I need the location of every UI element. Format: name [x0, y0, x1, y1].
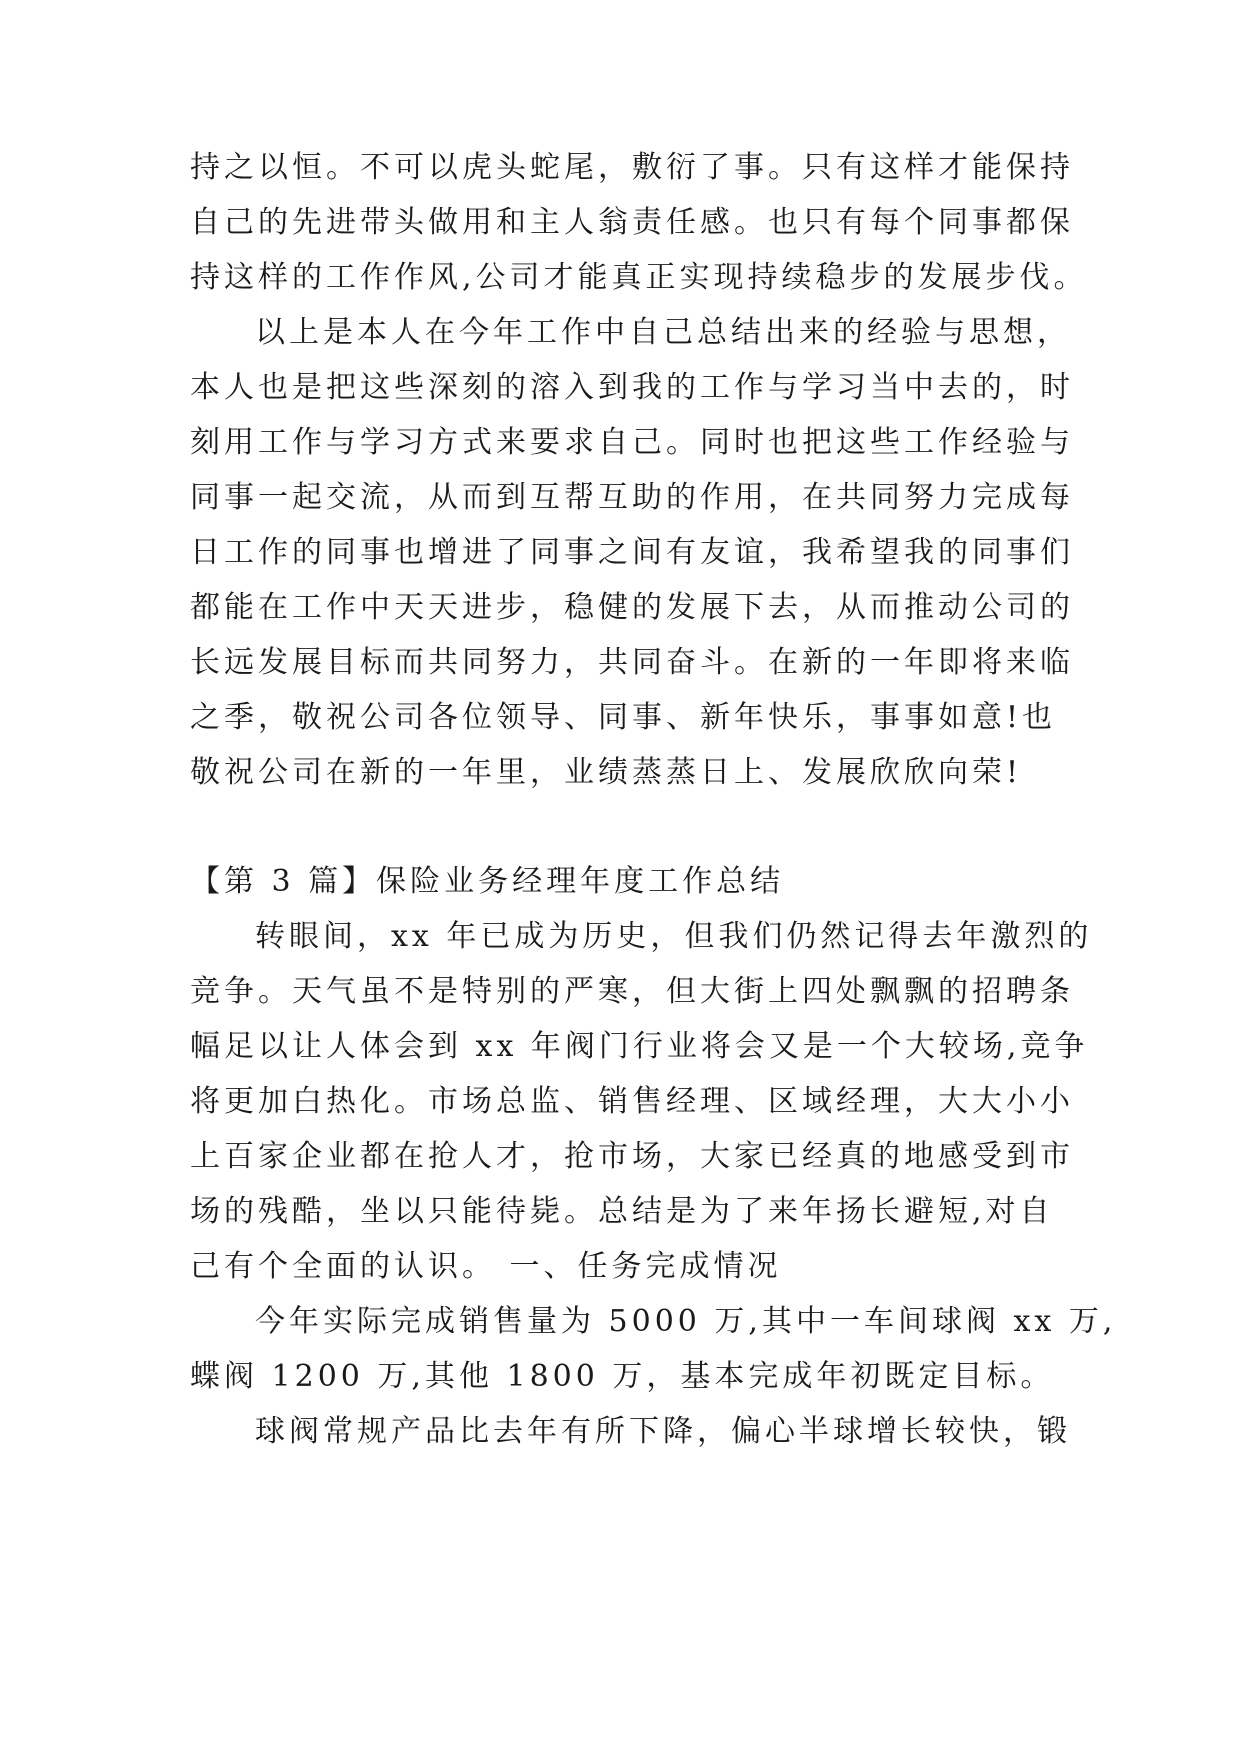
text-line: 本人也是把这些深刻的溶入到我的工作与学习当中去的，时 — [190, 370, 1074, 405]
text-line: 自己的先进带头做用和主人翁责任感。也只有每个同事都保 — [190, 205, 1074, 240]
text-line: 今年实际完成销售量为 5000 万,其中一车间球阀 xx 万, — [255, 1304, 1117, 1339]
text-line: 转眼间，xx 年已成为历史，但我们仍然记得去年激烈的 — [255, 919, 1093, 954]
text-line: 将更加白热化。市场总监、销售经理、区域经理，大大小小 — [190, 1084, 1074, 1119]
text-line: 幅足以让人体会到 xx 年阀门行业将会又是一个大较场,竞争 — [190, 1029, 1089, 1064]
text-line: 之季，敬祝公司各位领导、同事、新年快乐，事事如意!也 — [190, 700, 1057, 735]
text-line: 蝶阀 1200 万,其他 1800 万，基本完成年初既定目标。 — [190, 1359, 1055, 1394]
text-line: 上百家企业都在抢人才，抢市场，大家已经真的地感受到市 — [190, 1139, 1074, 1174]
text-line: 长远发展目标而共同努力，共同奋斗。在新的一年即将来临 — [190, 645, 1074, 680]
text-line: 持这样的工作作风,公司才能真正实现持续稳步的发展步伐。 — [190, 260, 1088, 295]
text-line: 同事一起交流，从而到互帮互助的作用，在共同努力完成每 — [190, 480, 1074, 515]
text-line: 都能在工作中天天进步，稳健的发展下去，从而推动公司的 — [190, 590, 1074, 625]
text-line: 刻用工作与学习方式来要求自己。同时也把这些工作经验与 — [190, 425, 1074, 460]
text-line: 敬祝公司在新的一年里，业绩蒸蒸日上、发展欣欣向荣! — [190, 755, 1023, 790]
text-line: 球阀常规产品比去年有所下降，偏心半球增长较快，锻 — [255, 1414, 1071, 1449]
text-line: 日工作的同事也增进了同事之间有友谊，我希望我的同事们 — [190, 535, 1074, 570]
text-line: 竞争。天气虽不是特别的严寒，但大街上四处飘飘的招聘条 — [190, 974, 1074, 1009]
text-line: 以上是本人在今年工作中自己总结出来的经验与思想， — [255, 315, 1071, 350]
text-line: 持之以恒。不可以虎头蛇尾，敷衍了事。只有这样才能保持 — [190, 150, 1074, 185]
text-line: 己有个全面的认识。 一、任务完成情况 — [190, 1249, 782, 1284]
section-heading: 【第 3 篇】保险业务经理年度工作总结 — [190, 864, 785, 899]
text-line: 场的残酷，坐以只能待毙。总结是为了来年扬长避短,对自 — [190, 1194, 1054, 1229]
